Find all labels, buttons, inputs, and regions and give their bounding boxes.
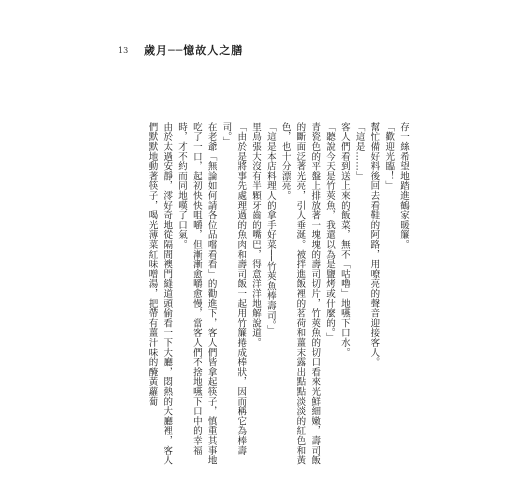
body-text xyxy=(144,122,410,472)
paragraph: 由於太過安靜，澪好奇地從隔間襖門縫道頭偷看一下大廳，悶熱的大廳裡，客人們默默地動著筷子，喝光薄菜紅味噌湯，把帶有薑汁味的醃黃蘿蔔 xyxy=(146,122,173,465)
paragraph: 「聽說今天是竹莢魚，我還以為是鹽烤或什麼的。」 xyxy=(324,122,336,343)
page-number: 13 xyxy=(118,46,129,55)
paragraph: 「由於是將事先處理過的魚肉和壽司飯一起用竹簾捲成棒狀，因而稱它為棒壽司。」 xyxy=(220,122,247,456)
paragraph: 客人們看到送上來的飯菜，無不「咕嚕」地嚥下口水。 xyxy=(338,122,350,358)
paragraph: 「歡迎光臨！」 xyxy=(383,122,395,191)
running-head: 歲月──憶故人之膳 xyxy=(144,44,244,57)
paragraph: 里鳥張大沒有半顆牙齒的嘴巴，得意洋洋地解說道。 xyxy=(250,122,262,348)
paragraph: 「這是本店料理人的拿手好菜──竹莢魚棒壽司。」 xyxy=(264,122,276,336)
paragraph: 「這是……」 xyxy=(353,122,365,181)
paragraph: 幫忙備好料後回去看鞋的阿路，用嘹亮的聲音迎接客人。 xyxy=(368,122,380,367)
paragraph: 青瓷色的平盤上排放著一塊塊的壽司切片，竹莢魚的切口看來光鮮細嫩，壽司飯的斷面泛著光亮，引人垂涎。被拌進飯裡的茗荷和薑末露出點點淡淡的紅色和黃色，也十分漂亮。 xyxy=(279,122,321,465)
paragraph: 在老爺「無論如何請各位品嚐看看」的勸進下，客人們皆拿起筷子，慎重其事地吃了一口，起初快快咀嚼，但漸漸愈嚼愈慢，當客人們不捨地嚥下口中的幸福時，才不約而同地嘆了口氣。 xyxy=(176,122,217,465)
paragraph: 存一絲希望地踏進鶴家暖簾。 xyxy=(398,122,409,250)
